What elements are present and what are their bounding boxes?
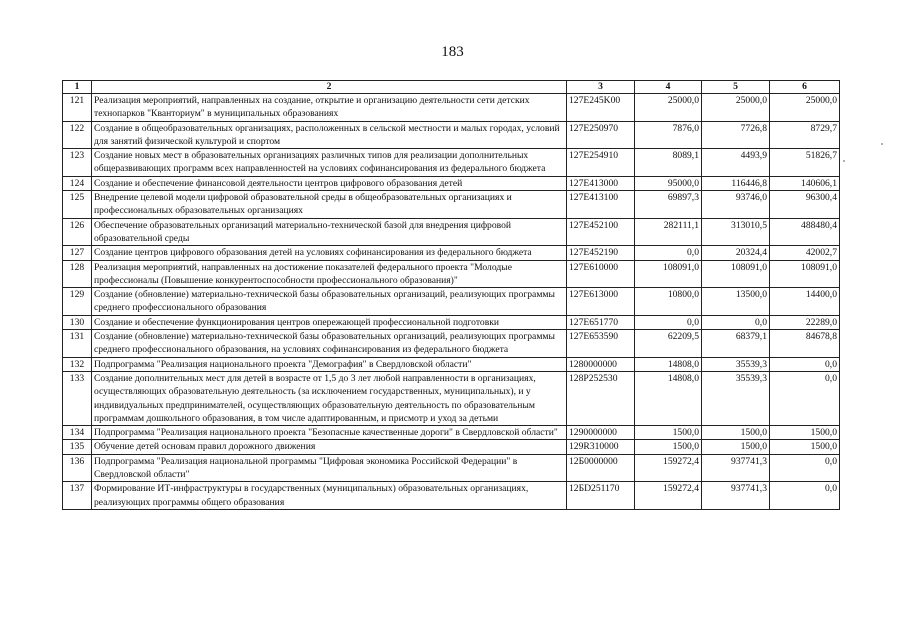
row-description: Формирование ИТ-инфраструктуры в государственных (муниципальных) образовательных организациях, реализующих программы общего образования — [92, 482, 567, 510]
row-value-6: 25000,0 — [770, 94, 840, 122]
row-code: 127E413000 — [567, 176, 635, 190]
row-value-6: 0,0 — [770, 454, 840, 482]
header-row — [63, 81, 840, 94]
row-value-5: 4493,9 — [702, 149, 770, 177]
row-code: 127E250970 — [567, 121, 635, 149]
row-value-4: 8089,1 — [635, 149, 702, 177]
row-description: Создание и обеспечение финансовой деятельности центров цифрового образования детей — [92, 176, 567, 190]
header-col-4: 4 — [635, 81, 702, 94]
row-value-6: 8729,7 — [770, 121, 840, 149]
header-col-2: 2 — [92, 81, 567, 94]
row-code: 127E452100 — [567, 218, 635, 246]
row-description: Создание (обновление) материально-технической базы образовательных организаций, реализующих программы среднего профессионального образования, на условиях софинансирования из федерального бюджета — [92, 330, 567, 358]
row-value-4: 14808,0 — [635, 371, 702, 425]
row-value-5: 1500,0 — [702, 426, 770, 440]
row-value-5: 116446,8 — [702, 176, 770, 190]
table-row — [63, 149, 840, 177]
row-value-5: 68379,1 — [702, 330, 770, 358]
row-description: Создание центров цифрового образования детей на условиях софинансирования из федерального бюджета — [92, 246, 567, 260]
row-description: Подпрограмма "Реализация национального проекта "Демография" в Свердловской области" — [92, 357, 567, 371]
row-number: 128 — [63, 260, 92, 288]
table-row — [63, 218, 840, 246]
row-number: 123 — [63, 149, 92, 177]
header-col-5: 5 — [702, 81, 770, 94]
row-number: 130 — [63, 315, 92, 329]
table-row — [63, 426, 840, 440]
table-row — [63, 315, 840, 329]
row-value-4: 108091,0 — [635, 260, 702, 288]
table-row — [63, 330, 840, 358]
row-value-6: 51826,7 — [770, 149, 840, 177]
row-code: 127E651770 — [567, 315, 635, 329]
row-code: 12Б0000000 — [567, 454, 635, 482]
table-row — [63, 246, 840, 260]
row-value-5: 93746,0 — [702, 191, 770, 219]
table-row — [63, 94, 840, 122]
table-row — [63, 260, 840, 288]
row-number: 134 — [63, 426, 92, 440]
row-value-6: 0,0 — [770, 482, 840, 510]
row-value-4: 0,0 — [635, 315, 702, 329]
row-description: Обеспечение образовательных организаций материально-технической базой для внедрения цифровой образовательной среды — [92, 218, 567, 246]
row-number: 133 — [63, 371, 92, 425]
row-code: 127E653590 — [567, 330, 635, 358]
table-row — [63, 371, 840, 425]
row-code: 127E245K00 — [567, 94, 635, 122]
row-value-6: 140606,1 — [770, 176, 840, 190]
row-value-4: 7876,0 — [635, 121, 702, 149]
row-number: 126 — [63, 218, 92, 246]
row-value-6: 0,0 — [770, 371, 840, 425]
row-code: 127E613000 — [567, 288, 635, 316]
row-value-6: 42002,7 — [770, 246, 840, 260]
row-value-6: 14400,0 — [770, 288, 840, 316]
table-row — [63, 121, 840, 149]
row-value-6: 1500,0 — [770, 426, 840, 440]
row-value-5: 35539,3 — [702, 371, 770, 425]
row-number: 131 — [63, 330, 92, 358]
row-value-4: 25000,0 — [635, 94, 702, 122]
row-description: Реализация мероприятий, направленных на создание, открытие и организацию деятельности сети детских технопарков "Кванториум" в муниципальных образованиях — [92, 94, 567, 122]
row-value-4: 282111,1 — [635, 218, 702, 246]
row-value-6: 108091,0 — [770, 260, 840, 288]
row-description: Подпрограмма "Реализация национального проекта "Безопасные качественные дороги" в Свердловской области" — [92, 426, 567, 440]
row-value-5: 108091,0 — [702, 260, 770, 288]
header-col-3: 3 — [567, 81, 635, 94]
row-number: 125 — [63, 191, 92, 219]
row-code: 129R310000 — [567, 440, 635, 454]
header-col-6: 6 — [770, 81, 840, 94]
header-col-1: 1 — [63, 81, 92, 94]
row-value-5: 937741,3 — [702, 482, 770, 510]
row-value-6: 22289,0 — [770, 315, 840, 329]
row-value-4: 62209,5 — [635, 330, 702, 358]
row-value-5: 1500,0 — [702, 440, 770, 454]
row-value-5: 937741,3 — [702, 454, 770, 482]
row-number: 132 — [63, 357, 92, 371]
row-number: 135 — [63, 440, 92, 454]
row-value-5: 0,0 — [702, 315, 770, 329]
row-value-4: 159272,4 — [635, 482, 702, 510]
row-value-4: 1500,0 — [635, 426, 702, 440]
row-value-5: 35539,3 — [702, 357, 770, 371]
row-number: 122 — [63, 121, 92, 149]
row-value-4: 1500,0 — [635, 440, 702, 454]
row-code: 127E452190 — [567, 246, 635, 260]
row-value-5: 20324,4 — [702, 246, 770, 260]
page-number: 183 — [441, 44, 464, 60]
scan-speck — [881, 143, 883, 145]
row-code: 1290000000 — [567, 426, 635, 440]
row-value-6: 0,0 — [770, 357, 840, 371]
row-value-6: 488480,4 — [770, 218, 840, 246]
row-description: Создание и обеспечение функционирования центров опережающей профессиональной подготовки — [92, 315, 567, 329]
row-description: Создание (обновление) материально-технической базы образовательных организаций, реализующих программы среднего профессионального образования — [92, 288, 567, 316]
row-description: Внедрение целевой модели цифровой образовательной среды в общеобразовательных организациях и профессиональных образовательных организациях — [92, 191, 567, 219]
scan-speck — [843, 160, 845, 162]
table-row — [63, 440, 840, 454]
table-row — [63, 191, 840, 219]
row-value-5: 25000,0 — [702, 94, 770, 122]
row-value-6: 96300,4 — [770, 191, 840, 219]
row-value-4: 14808,0 — [635, 357, 702, 371]
row-description: Реализация мероприятий, направленных на достижение показателей федерального проекта "Молодые профессионалы (Повышение конкурентоспособности профессионального образования)" — [92, 260, 567, 288]
row-description: Обучение детей основам правил дорожного движения — [92, 440, 567, 454]
table-row — [63, 482, 840, 510]
row-number: 127 — [63, 246, 92, 260]
row-description: Создание в общеобразовательных организациях, расположенных в сельской местности и малых городах, условий для занятий физической культурой и спортом — [92, 121, 567, 149]
row-description: Создание дополнительных мест для детей в возрасте от 1,5 до 3 лет любой направленности в организациях, осуществляющих образовательную деятельность (за исключением государственных, муниципальных), и у индивидуальных предпринимателей, осуществляющих образовательную деятельность по образовательным программам дошкольного образования, в том числе адаптированным, и присмотр и уход за детьми — [92, 371, 567, 425]
row-description: Подпрограмма "Реализация национальной программы "Цифровая экономика Российской Федерации" в Свердловской области" — [92, 454, 567, 482]
row-description: Создание новых мест в образовательных организациях различных типов для реализации дополнительных общеразвивающих программ всех направленностей на условиях софинансирования из федерального бюджета — [92, 149, 567, 177]
table-row — [63, 176, 840, 190]
row-value-5: 313010,5 — [702, 218, 770, 246]
row-number: 121 — [63, 94, 92, 122]
row-value-6: 84678,8 — [770, 330, 840, 358]
row-value-4: 0,0 — [635, 246, 702, 260]
row-value-5: 7726,8 — [702, 121, 770, 149]
row-value-4: 10800,0 — [635, 288, 702, 316]
row-code: 127E254910 — [567, 149, 635, 177]
row-code: 127E610000 — [567, 260, 635, 288]
row-value-4: 95000,0 — [635, 176, 702, 190]
row-code: 1280000000 — [567, 357, 635, 371]
row-number: 136 — [63, 454, 92, 482]
row-value-6: 1500,0 — [770, 440, 840, 454]
row-number: 137 — [63, 482, 92, 510]
budget-table — [62, 80, 840, 510]
row-code: 12БD251170 — [567, 482, 635, 510]
row-code: 128P252530 — [567, 371, 635, 425]
table-row — [63, 288, 840, 316]
row-value-4: 159272,4 — [635, 454, 702, 482]
row-number: 129 — [63, 288, 92, 316]
row-number: 124 — [63, 176, 92, 190]
table-row — [63, 454, 840, 482]
row-value-4: 69897,3 — [635, 191, 702, 219]
row-value-5: 13500,0 — [702, 288, 770, 316]
table-row — [63, 357, 840, 371]
row-code: 127E413100 — [567, 191, 635, 219]
